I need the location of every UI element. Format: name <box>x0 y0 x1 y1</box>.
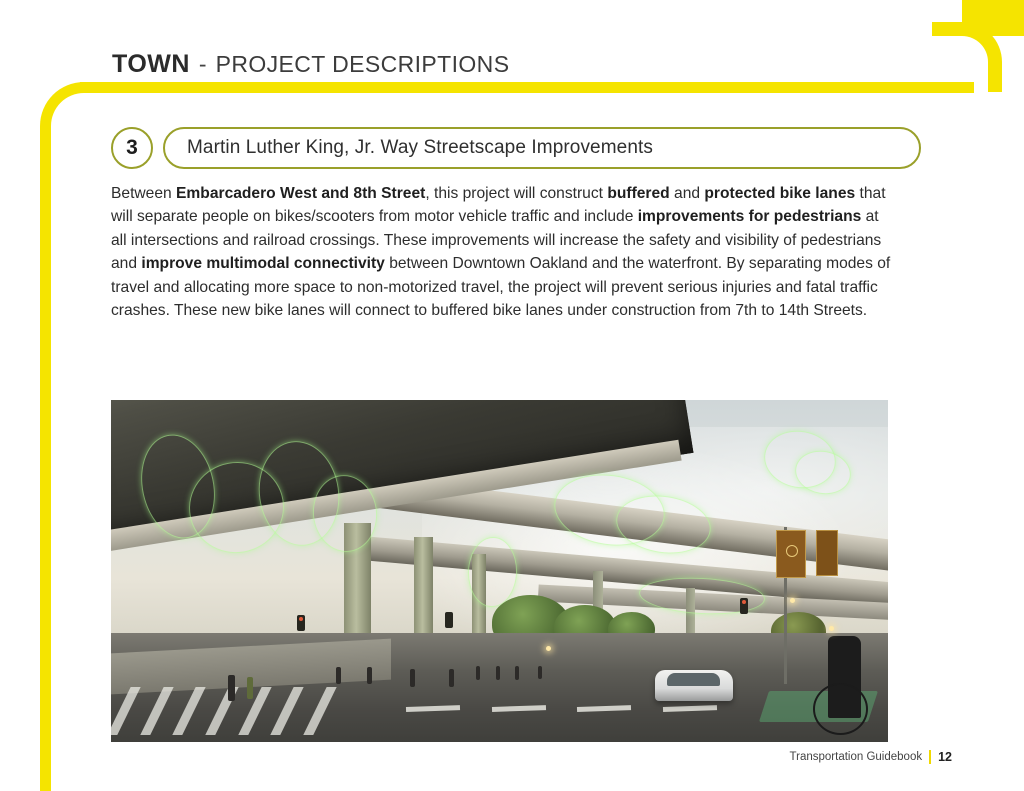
frame-line-left <box>40 130 51 791</box>
pedestrian <box>247 677 253 699</box>
pedestrian <box>496 666 500 680</box>
traffic-signal <box>445 612 453 628</box>
footer-document-title: Transportation Guidebook <box>789 751 923 763</box>
pedestrian <box>538 666 542 679</box>
brand-title: TOWN <box>112 50 190 78</box>
pedestrian <box>228 675 235 701</box>
street-light-glow <box>829 626 834 631</box>
cyclist <box>410 669 415 687</box>
page-footer <box>790 750 952 764</box>
section-title: PROJECT DESCRIPTIONS <box>215 51 510 77</box>
pedestrian <box>336 667 341 684</box>
footer-divider <box>929 750 931 764</box>
traffic-signal <box>297 615 305 631</box>
car <box>655 670 733 701</box>
project-title-pill: Martin Luther King, Jr. Way Streetscape Improvements <box>163 127 921 169</box>
project-rendering-image <box>111 400 888 742</box>
street-banner <box>816 530 838 576</box>
footer-page-number: 12 <box>938 750 952 764</box>
pedestrian <box>476 666 480 680</box>
pedestrian <box>367 667 372 684</box>
crosswalk-markings <box>111 687 364 735</box>
frame-line-top <box>80 82 974 93</box>
pedestrian <box>515 666 519 680</box>
project-description-paragraph: Between Embarcadero West and 8th Street, this project will construct buffered and protected bike lanes that will separate people on bikes/scooters from motor vehicle traffic and include improvements for pedestrians at all intersections and railroad crossings. These improvements will increase the safety and visibility of pedestrians and improve multimodal connectivity between Downtown Oakland and the waterfront. By separating modes of travel and allocating more space to non-motorized travel, the project will prevent serious injuries and fatal traffic crashes. These new bike lanes will connect to buffered bike lanes under construction from 7th to 14th Streets. <box>111 185 891 320</box>
project-number-badge: 3 <box>111 127 153 169</box>
page-header <box>112 50 509 79</box>
bicycle-wheel <box>813 683 868 735</box>
cyclist <box>449 669 454 687</box>
traffic-signal <box>740 598 748 614</box>
header-separator: - <box>198 51 207 77</box>
project-title-row <box>111 127 921 169</box>
street-banner <box>776 530 806 578</box>
